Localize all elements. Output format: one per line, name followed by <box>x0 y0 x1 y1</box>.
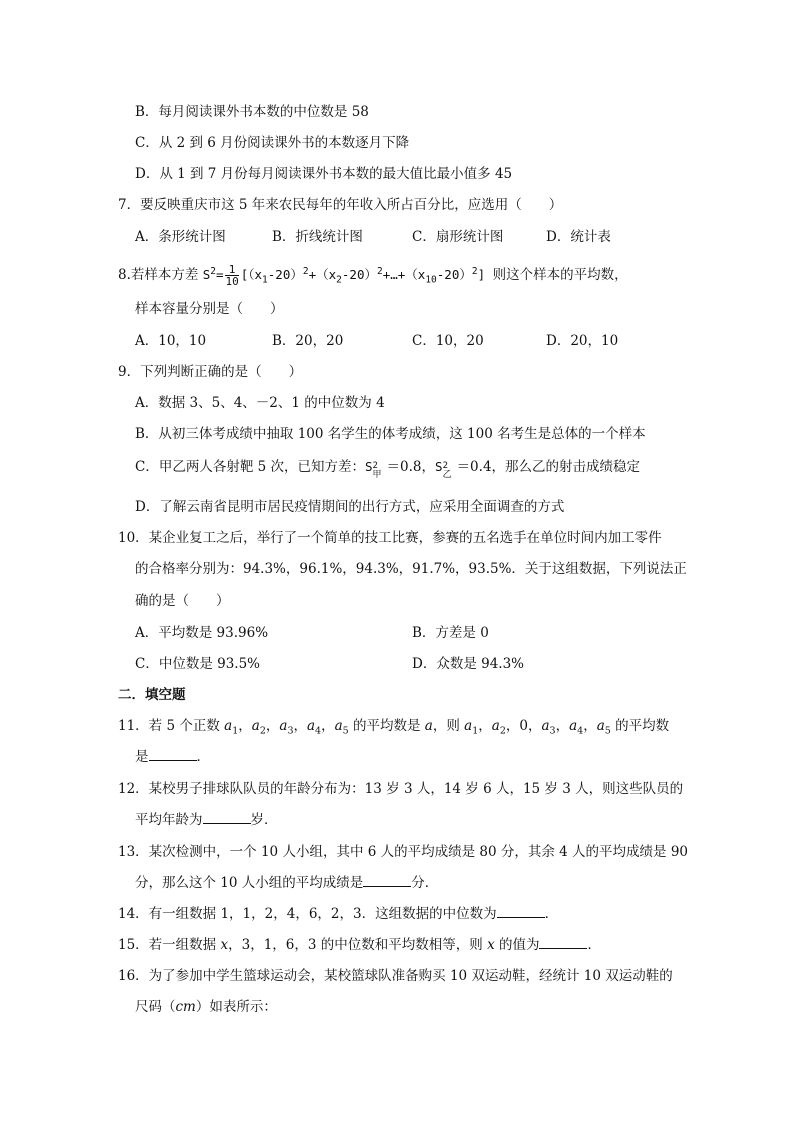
q15-mid2: 的值为 <box>494 937 540 953</box>
q8-frac-den: 10 <box>225 275 239 288</box>
q8-suffix: 则这个样本的平均数， <box>492 267 628 283</box>
q6-option-d: D．从 1 到 7 月份每月阅读课外书本数的最大值比最小值多 45 <box>135 166 513 182</box>
q11-sep2: ， <box>265 718 280 734</box>
q11-sep1: ， <box>238 718 252 734</box>
q15-answer-blank[interactable] <box>539 936 587 949</box>
q8-f-d: +…+（x <box>382 267 426 282</box>
q7-option-c: C．扇形统计图 <box>412 229 504 245</box>
q10-option-d: D．众数是 94.3% <box>412 656 525 672</box>
q15-pre: 15．若一组数据 <box>118 937 221 953</box>
q9-c-sup2: 2 <box>442 460 448 471</box>
q14-stem <box>118 905 558 923</box>
q7-option-a: A．条形统计图 <box>135 229 226 245</box>
q11-bsep2: ， <box>505 718 520 734</box>
q9-option-b: B．从初三体考成绩中抽取 100 名学生的体考成绩，这 100 名考生是总体的一个样本 <box>135 426 646 442</box>
q8-s: S <box>202 267 211 282</box>
q8-formula <box>202 263 493 288</box>
q8-sub1: 1 <box>262 274 268 286</box>
q8-f-a: [（x <box>240 267 263 282</box>
q15-stem <box>118 936 601 954</box>
q6-option-c: C．从 2 到 6 月份阅读课外书的本数逐月下降 <box>135 135 410 151</box>
q16-stem-line1: 16．为了参加中学生篮球运动会，某校篮球队准备购买 10 双运动鞋，经统计 10 双运动鞋的 <box>118 968 673 984</box>
q9-c-pre: C．甲乙两人各射靶 5 次，已知方差： <box>135 459 366 475</box>
q9-c-s1: S <box>365 459 373 474</box>
q12-stem-line1: 12．某校男子排球队队员的年龄分布为：13 岁 3 人，14 岁 6 人，15 岁 3 人，则这些队员的 <box>118 781 684 797</box>
q8-option-a: A．10，10 <box>135 333 207 349</box>
q8-sub2: 2 <box>336 274 342 286</box>
q11-b1s: 1 <box>472 725 479 737</box>
q13-l2-pre: 分，那么这个 10 人小组的平均成绩是 <box>135 875 364 891</box>
q8-eq: = <box>215 267 224 282</box>
q15-x2: x <box>487 937 495 953</box>
q8-sq: 2 <box>210 265 216 277</box>
q11-mid: 的平均数是 <box>348 718 425 734</box>
q13-l2-post: 分． <box>411 875 439 891</box>
q11-zero: 0 <box>519 718 528 734</box>
q9-c-sub1: 甲 <box>372 469 382 480</box>
q11-bsep1: ， <box>478 718 492 734</box>
q11-s3: 3 <box>287 725 294 737</box>
q12-answer-blank[interactable] <box>203 811 251 824</box>
q12-stem-line2 <box>135 811 278 829</box>
q16-unit: cm <box>175 999 196 1015</box>
q11-b1: a <box>464 718 473 734</box>
q16-l2-post: ）如表所示： <box>195 999 277 1015</box>
q9-stem: 9．下列判断正确的是（ ） <box>118 364 303 380</box>
q9-option-d: D．了解云南省昆明市居民疫情期间的出行方式，应采用全面调查的方式 <box>135 499 565 515</box>
q9-c-v1: ＝0.8， <box>386 459 436 475</box>
q11-b3s: 3 <box>549 725 556 737</box>
q11-answer-blank[interactable] <box>149 748 197 761</box>
q11-a5: a <box>334 718 343 734</box>
q11-s1: 1 <box>232 725 239 737</box>
q8-f-e: -20） <box>436 267 472 282</box>
q16-stem-line2 <box>135 998 277 1016</box>
q14-post: ． <box>544 906 559 922</box>
q8-f-c: +（x <box>308 267 337 282</box>
q11-s4: 4 <box>315 725 322 737</box>
section-heading-fill-in: 二．填空题 <box>118 687 186 703</box>
q9-c-v2: ＝0.4，那么乙的射击成绩稳定 <box>456 459 641 475</box>
q9-option-c <box>135 458 641 480</box>
q11-bsep3: ， <box>527 718 542 734</box>
q7-option-d: D．统计表 <box>546 229 611 245</box>
q9-c-s2: S <box>435 459 443 474</box>
q11-then: ，则 <box>432 718 465 734</box>
q8-option-d: D．20，10 <box>546 333 619 349</box>
q11-b3: a <box>541 718 550 734</box>
q11-b4s: 4 <box>577 725 584 737</box>
q14-pre: 14．有一组数据 1，1，2，4，6，2，3．这组数据的中位数为 <box>118 906 497 922</box>
q10-stem-line1: 10．某企业复工之后，举行了一个简单的技工比赛，参赛的五名选手在单位时间内加工零件 <box>118 530 662 546</box>
q11-a: a <box>424 718 433 734</box>
q10-option-a: A．平均数是 93.96% <box>135 625 269 641</box>
q15-mid: ，3，1，6，3 的中位数和平均数相等，则 <box>228 937 488 953</box>
q11-l2-pre: 是 <box>135 749 149 765</box>
q14-answer-blank[interactable] <box>497 905 545 918</box>
q10-option-b: B．方差是 0 <box>412 625 489 641</box>
q6-option-b: B．每月阅读课外书本数的中位数是 58 <box>135 104 369 120</box>
q8-fraction <box>225 264 238 287</box>
q8-stem <box>118 264 628 287</box>
q13-answer-blank[interactable] <box>363 874 411 887</box>
q11-bsep4: ， <box>555 718 570 734</box>
q11-sep4: ， <box>321 718 335 734</box>
q11-b5s: 5 <box>604 725 611 737</box>
q11-a4: a <box>306 718 316 734</box>
q11-end: 的平均数 <box>610 718 670 734</box>
q8-sq-2: 2 <box>302 265 309 277</box>
q12-l2-pre: 平均年龄为 <box>135 812 203 828</box>
q11-bsep5: ， <box>583 718 597 734</box>
q11-b4: a <box>569 718 578 734</box>
q13-stem-line1: 13．某次检测中，一个 10 人小组，其中 6 人的平均成绩是 80 分，其余 4 人的平均成绩是 90 <box>118 844 689 860</box>
q11-a3: a <box>279 718 288 734</box>
q9-option-a: A．数据 3、5、4、－2、1 的中位数为 4 <box>135 395 385 411</box>
q9-c-stack1 <box>372 459 387 480</box>
q12-l2-post: 岁． <box>250 812 278 828</box>
q8-stem-line2: 样本容量分别是（ ） <box>135 301 284 317</box>
q8-f-f: ] <box>477 267 486 282</box>
q11-stem <box>118 717 669 735</box>
q11-s5: 5 <box>342 725 349 737</box>
q11-a1: a <box>224 718 233 734</box>
q13-stem-line2 <box>135 874 438 892</box>
q8-option-b: B．20，20 <box>272 333 344 349</box>
q10-stem-line3: 确的是（ ） <box>135 593 230 609</box>
q8-prefix: 8.若样本方差 <box>118 267 199 283</box>
q10-stem-line2: 的合格率分别为：94.3%，96.1%，94.3%，91.7%，93.5%．关于这组数据，下列说法正 <box>135 561 687 577</box>
q11-b5: a <box>596 718 605 734</box>
q11-pre: 11．若 5 个正数 <box>118 718 225 734</box>
q15-x1: x <box>220 937 229 953</box>
q11-a2: a <box>251 718 260 734</box>
q8-f-b: -20） <box>267 267 303 282</box>
q15-post: ． <box>587 937 601 953</box>
q8-sub10: 10 <box>425 274 437 286</box>
q11-s2: 2 <box>259 725 266 737</box>
q8-option-c: C．10，20 <box>412 333 484 349</box>
q11-stem-line2 <box>135 748 210 766</box>
q8-sq-4: 2 <box>471 265 478 277</box>
q11-sep3: ， <box>293 718 307 734</box>
q9-c-sup1: 2 <box>372 460 378 471</box>
q16-l2-pre: 尺码（ <box>135 999 176 1015</box>
q9-c-sub2: 乙 <box>442 469 452 480</box>
q7-option-b: B．折线统计图 <box>272 229 363 245</box>
q11-b2: a <box>491 718 500 734</box>
q10-option-c: C．中位数是 93.5% <box>135 656 261 672</box>
q8-frac-num: 1 <box>225 264 238 276</box>
q8-f-b2: -20） <box>341 267 377 282</box>
q8-sq-3: 2 <box>376 265 383 277</box>
q9-c-stack2 <box>442 459 457 480</box>
q11-b2s: 2 <box>499 725 506 737</box>
q7-stem: 7．要反映重庆市这 5 年来农民每年的年收入所占百分比，应选用（ ） <box>118 197 563 213</box>
q11-l2-post: ． <box>196 749 210 765</box>
